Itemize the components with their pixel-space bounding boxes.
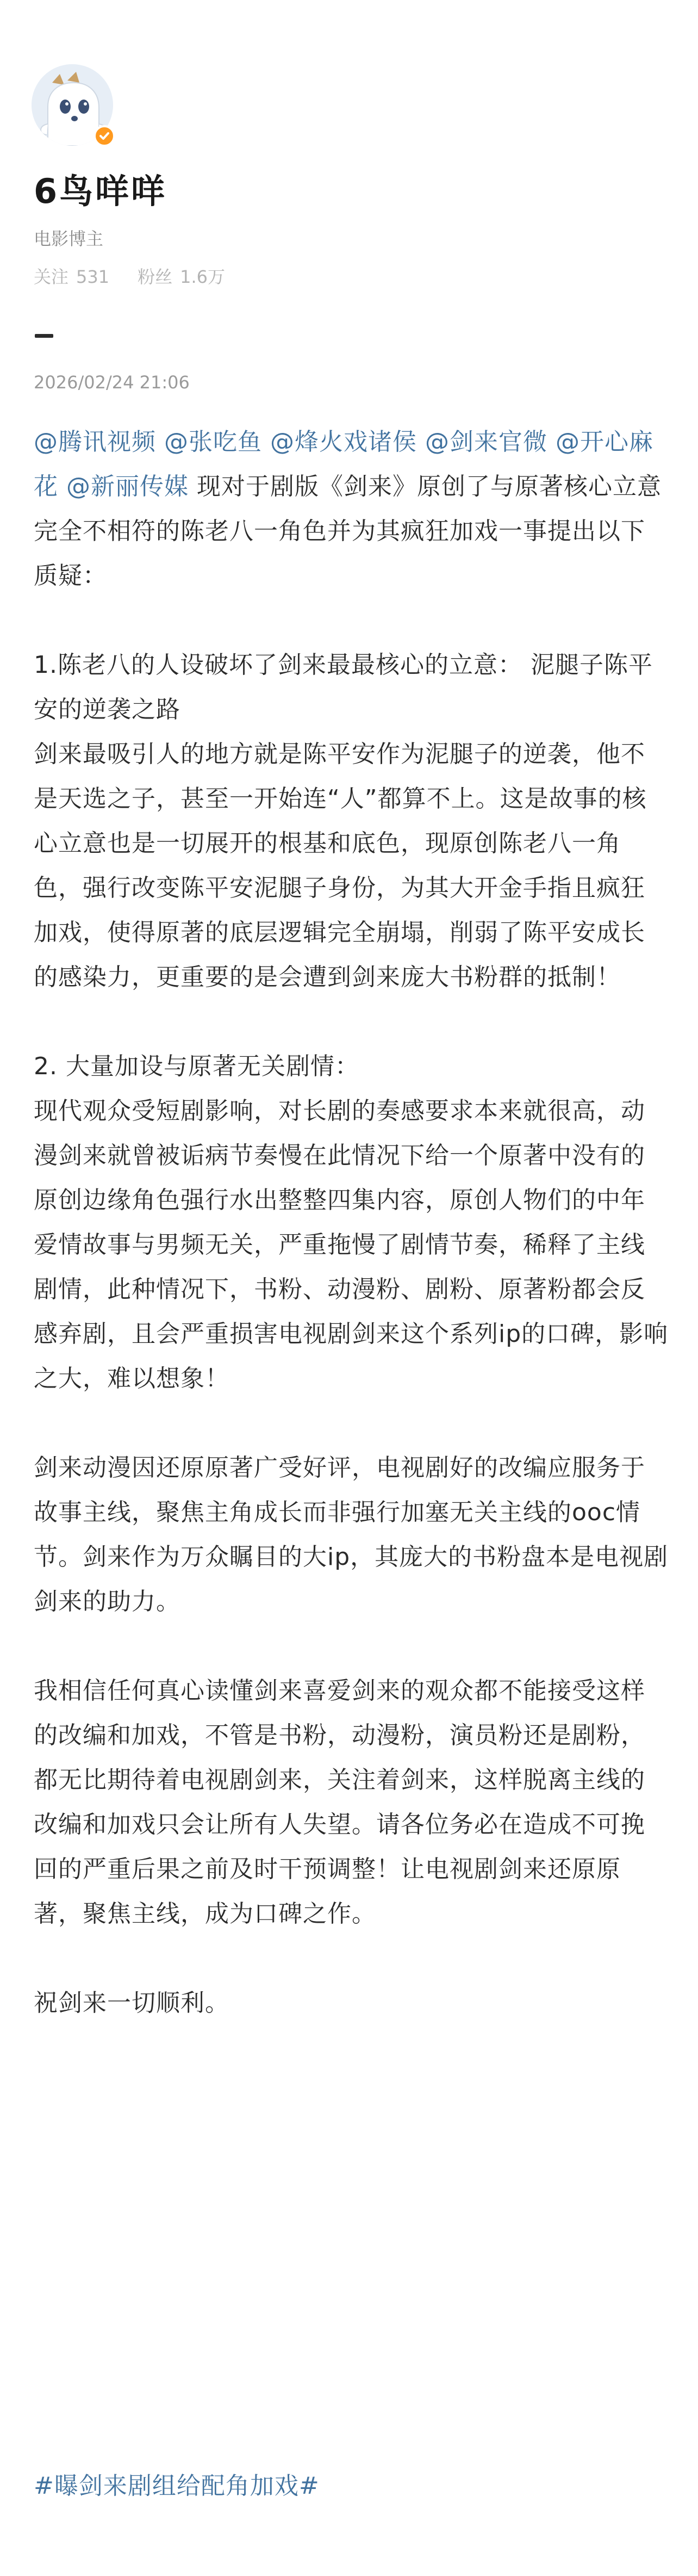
avatar-container[interactable]	[32, 64, 122, 154]
paragraph-3: 剑来动漫因还原原著广受好评，电视剧好的改编应服务于故事主线，聚焦主角成长而非强行加塞无关主线的ooc情节。剑来作为万众瞩目的大ip，其庞大的书粉盘本是电视剧剑来的助力。	[34, 1454, 669, 1615]
paragraph-gap	[34, 598, 669, 643]
following-stat[interactable]	[34, 267, 109, 287]
mention-kaixin-mahua[interactable]: @开心麻花	[34, 428, 653, 500]
followers-count: 1.6万	[180, 267, 226, 287]
section2-title: 2. 大量加设与原著无关剧情：	[34, 1052, 359, 1080]
paragraph-gap	[34, 1000, 669, 1044]
hashtag-link[interactable]: #曝剑来剧组给配角加戏#	[34, 2472, 320, 2500]
verified-badge-icon	[94, 125, 115, 147]
following-label: 关注	[34, 267, 69, 287]
paragraph-gap	[34, 1624, 669, 1669]
section-divider-mark	[35, 334, 53, 338]
followers-stat[interactable]	[138, 267, 225, 287]
followers-label: 粉丝	[138, 267, 173, 287]
mention-jianlai-official[interactable]: @剑来官微	[425, 428, 547, 456]
section2-body: 现代观众受短剧影响，对长剧的奏感要求本来就很高，动漫剑来就曾被诟病节奏慢在此情况下给一个原著中没有的原创边缘角色强行水出整整四集内容，原创人物们的中年爱情故事与男频无关，严重拖慢了剧情节奏，稀释了主线剧情，此种情况下，书粉、动漫粉、剧粉、原著粉都会反感弃剧，且会严重损害电视剧剑来这个系列ip的口碑，影响之大，难以想象！	[34, 1097, 669, 1392]
user-stats	[34, 267, 253, 287]
post-body	[34, 420, 669, 2026]
paragraph-4: 我相信任何真心读懂剑来喜爱剑来的观众都不能接受这样的改编和加戏，不管是书粉，动漫粉，演员粉还是剧粉，都无比期待着电视剧剑来，关注着剑来，这样脱离主线的改编和加戏只会让所有人失望。请各位务必在造成不可挽回的严重后果之前及时干预调整！让电视剧剑来还原原著，聚焦主线，成为口碑之作。	[34, 1677, 645, 1928]
post-intro-paragraph	[34, 420, 669, 598]
post-date: 2026/02/24 21:06	[34, 372, 190, 393]
mention-xinli-media[interactable]: @新丽传媒	[66, 473, 189, 500]
user-name[interactable]: 6鸟咩咩	[34, 171, 167, 211]
following-count: 531	[76, 267, 110, 287]
mention-tencent-video[interactable]: @腾讯视频	[34, 428, 156, 456]
mention-zhang-chi-yu[interactable]: @张吃鱼	[164, 428, 262, 456]
paragraph-gap	[34, 1401, 669, 1446]
paragraph-gap	[34, 1936, 669, 1981]
section1-body: 剑来最吸引人的地方就是陈平安作为泥腿子的逆袭，他不是天选之子，甚至一开始连“人”都算不上。这是故事的核心立意也是一切展开的根基和底色，现原创陈老八一角色，强行改变陈平安泥腿子身份，为其大开金手指且疯狂加戏，使得原著的底层逻辑完全崩塌，削弱了陈平安成长的感染力，更重要的是会遭到剑来庞大书粉群的抵制！	[34, 740, 647, 991]
section1-title: 1.陈老八的人设破坏了剑来最最核心的立意： 泥腿子陈平安的逆袭之路	[34, 651, 653, 723]
intro-text: 现对于剧版《剑来》原创了与原著核心立意完全不相符的陈老八一角色并为其疯狂加戏一事提出以下质疑：	[34, 473, 662, 590]
mention-fenghuo-xizhuhou[interactable]: @烽火戏诸侯	[270, 428, 417, 456]
closing-line: 祝剑来一切顺利。	[34, 1989, 229, 2017]
user-title: 电影博主	[34, 228, 104, 249]
